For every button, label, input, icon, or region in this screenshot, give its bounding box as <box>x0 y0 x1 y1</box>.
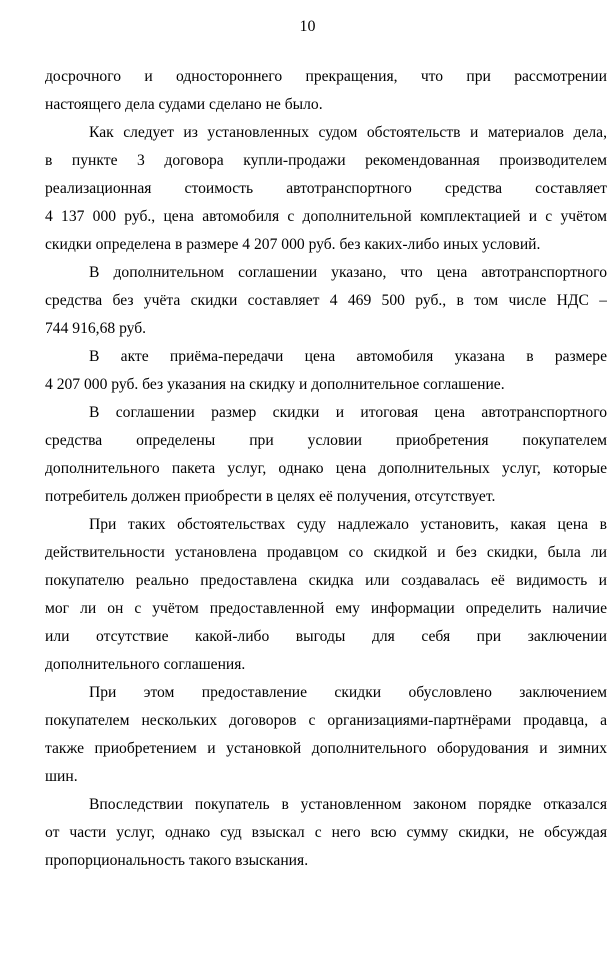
text-line: досрочного и одностороннего прекращения, что при рассмотрении <box>45 68 607 85</box>
text-line: средства определены при условии приобретения покупателем <box>45 432 607 449</box>
text-line: потребитель должен приобрести в целях её получения, отсутствует. <box>45 488 496 505</box>
text-line: действительности установлена продавцом со скидкой и без скидки, была ли <box>45 544 607 561</box>
text-line: настоящего дела судами сделано не было. <box>45 96 323 113</box>
text-line: или отсутствие какой-либо выгоды для себя при заключении <box>45 628 607 645</box>
paragraph-first-line: Впоследствии покупатель в установленном законом порядке отказался <box>89 796 607 813</box>
paragraph-first-line: В соглашении размер скидки и итоговая цена автотранспортного <box>89 404 607 421</box>
text-line: мог ли он с учётом предоставленной ему информации определить наличие <box>45 600 607 617</box>
text-line: пропорциональность такого взыскания. <box>45 852 309 869</box>
text-line: от части услуг, однако суд взыскал с него всю сумму скидки, не обсуждая <box>45 824 607 841</box>
text-line: также приобретением и установкой дополнительного оборудования и зимних <box>45 740 607 757</box>
text-line: 4 207 000 руб. без указания на скидку и дополнительное соглашение. <box>45 376 505 393</box>
paragraph-first-line: В дополнительном соглашении указано, что цена автотранспортного <box>89 264 607 281</box>
text-line: покупателю реально предоставлена скидка или создавалась её видимость и <box>45 572 607 589</box>
paragraph-first-line: Как следует из установленных судом обстоятельств и материалов дела, <box>89 124 607 141</box>
paragraph-first-line: При этом предоставление скидки обусловлено заключением <box>89 684 607 701</box>
text-line: 744 916,68 руб. <box>45 320 147 337</box>
page-number: 10 <box>299 18 316 35</box>
text-line: покупателем нескольких договоров с организациями-партнёрами продавца, а <box>45 712 607 729</box>
text-line: дополнительного соглашения. <box>45 656 246 673</box>
paragraph-first-line: При таких обстоятельствах суду надлежало установить, какая цена в <box>89 516 607 533</box>
text-line: реализационная стоимость автотранспортного средства составляет <box>45 180 607 197</box>
text-line: в пункте 3 договора купли-продажи рекомендованная производителем <box>45 152 607 169</box>
paragraph-first-line: В акте приёма-передачи цена автомобиля указана в размере <box>89 348 607 365</box>
text-line: 4 137 000 руб., цена автомобиля с дополнительной комплектацией и с учётом <box>45 208 607 225</box>
text-line: шин. <box>45 768 78 785</box>
text-line: средства без учёта скидки составляет 4 469 500 руб., в том числе НДС – <box>45 292 607 309</box>
text-line: дополнительного пакета услуг, однако цена дополнительных услуг, которые <box>45 460 607 477</box>
text-line: скидки определена в размере 4 207 000 руб. без каких-либо иных условий. <box>45 236 541 253</box>
